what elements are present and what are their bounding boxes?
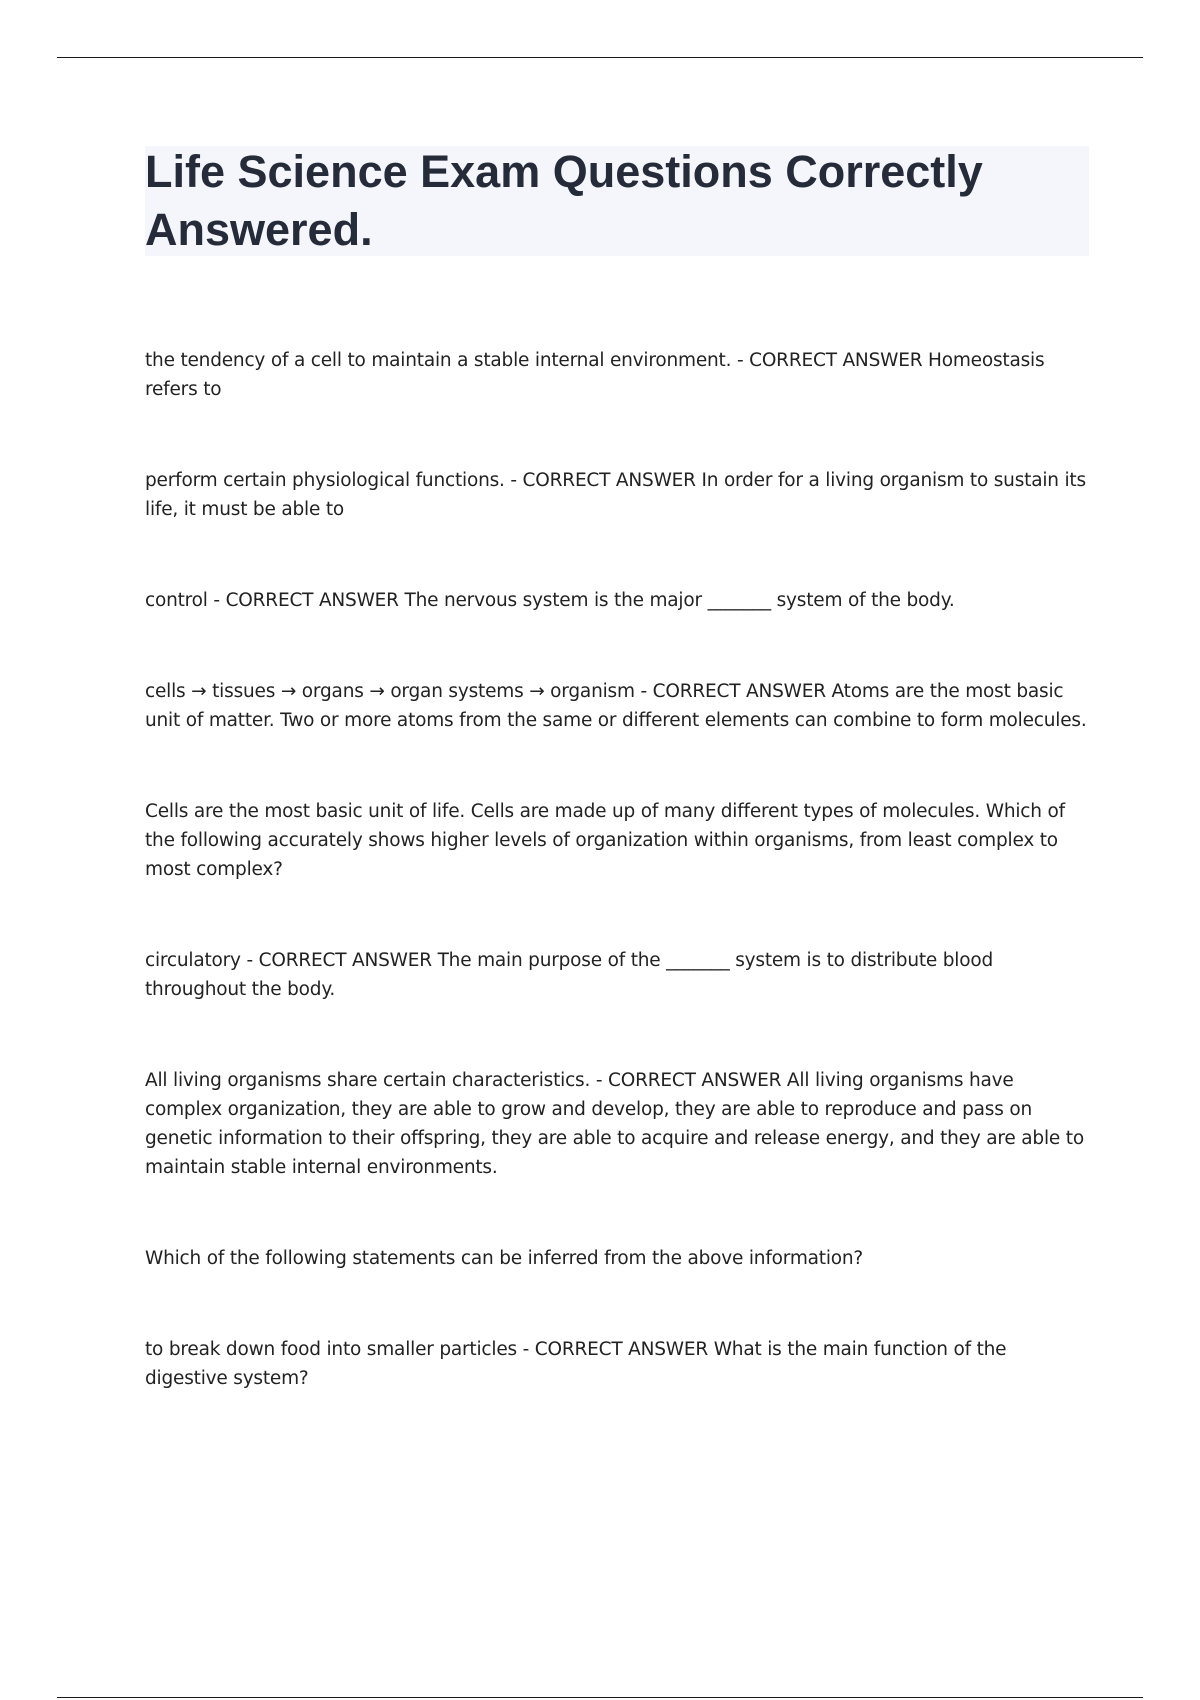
title-block bbox=[145, 146, 1089, 256]
qa-list bbox=[145, 346, 1090, 1393]
qa-entry: cells → tissues → organs → organ systems → organism - CORRECT ANSWER Atoms are the most basic unit of matter. Two or more atoms from the same or different elements can combine to form molecules. bbox=[145, 681, 1087, 731]
qa-entry: circulatory - CORRECT ANSWER The main purpose of the _______ system is to distribute blood throughout the body. bbox=[145, 950, 994, 1000]
header-rule bbox=[57, 57, 1143, 58]
qa-entry: Which of the following statements can be inferred from the above information? bbox=[145, 1248, 864, 1269]
qa-entry: All living organisms share certain characteristics. - CORRECT ANSWER All living organisms have complex organization, they are able to grow and develop, they are able to reproduce and pass on genetic information to their offspring, they are able to acquire and release energy, and they are able to maintain stable internal environments. bbox=[145, 1070, 1084, 1178]
qa-entry: perform certain physiological functions. - CORRECT ANSWER In order for a living organism to sustain its life, it must be able to bbox=[145, 470, 1086, 520]
qa-entry: the tendency of a cell to maintain a stable internal environment. - CORRECT ANSWER Homeostasis refers to bbox=[145, 350, 1045, 400]
document-title: Life Science Exam Questions Correctly Answered. bbox=[145, 146, 983, 255]
qa-entry: Cells are the most basic unit of life. Cells are made up of many different types of molecules. Which of the following accurately shows higher levels of organization within organisms, from least complex to most complex? bbox=[145, 801, 1065, 880]
qa-entry: to break down food into smaller particles - CORRECT ANSWER What is the main function of the digestive system? bbox=[145, 1339, 1007, 1389]
qa-entry: control - CORRECT ANSWER The nervous system is the major _______ system of the body. bbox=[145, 590, 955, 611]
footer-rule bbox=[57, 1697, 1143, 1698]
